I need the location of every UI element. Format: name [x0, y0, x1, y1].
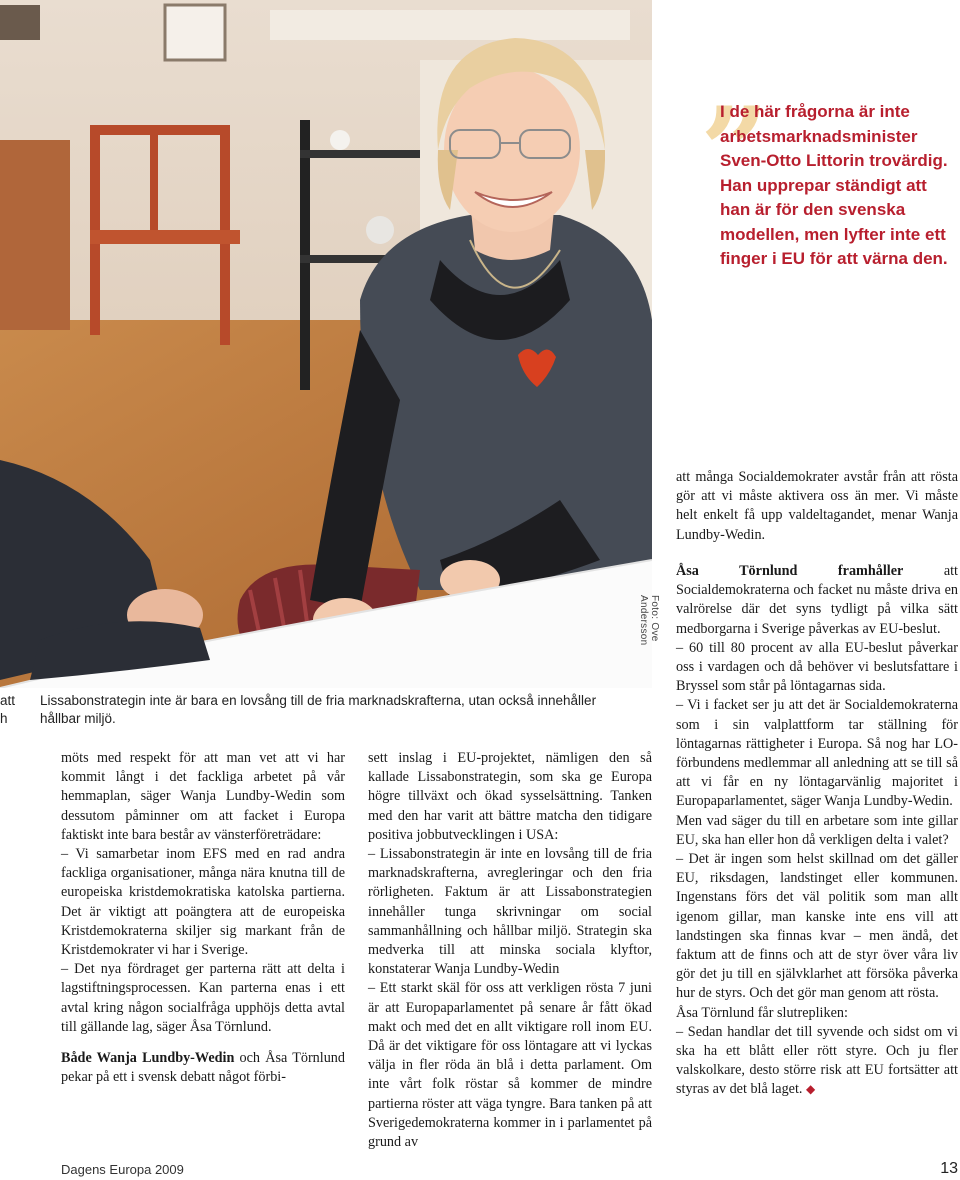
photo-caption: Lissabonstrategin inte är bara en lovsång till de fria marknadskrafterna, utan också innehåller hållbar miljö. [40, 693, 597, 726]
paragraph: Åsa Törnlund får slutrepliken: [676, 1004, 848, 1021]
paragraph: – Vi samarbetar inom EFS med en rad andra fackliga organisationer, många nära knutna till de europeiska kristdemokratiska katolska partierna. Det är viktigt att poängtera att de europeiska Kristdemokraterna skiljer sig markant från de Kristdemokrater vi har i Sverige. [61, 846, 345, 959]
paragraph: att många Socialdemokrater avstår från att rösta gör att vi måste aktivera oss än mer. Vi måste helt enkelt få upp valdeltagandet, menar Wanja Lundby-Wedin. [676, 469, 958, 543]
section-lead-rest: att Socialdemokraterna och facket nu måste driva en valrörelse där det syns tydligt på vilka sätt medborgarna i Sverige påverkas av EU-beslut. [676, 563, 958, 637]
column-left [61, 749, 345, 1087]
paragraph: – Det nya fördraget ger parterna rätt att delta i lagstiftningsprocessen. Kan parterna enas i ett avtal kring någon socialfråga upphöjs detta avtal till gällande lag, säger Åsa Törnlund. [61, 961, 345, 1035]
article-photo [0, 0, 652, 688]
caption-edge-line-2: h [0, 711, 8, 726]
portrait-illustration [0, 0, 652, 688]
final-paragraph-text: – Sedan handlar det till syvende och sidst om vi ska ha ett blått eller rött styre. Och ju fler valskolkare, desto större risk att EU fortsätter att styras av det blå laget. [676, 1023, 958, 1098]
pull-quote [700, 81, 950, 272]
section-lead-rest: och Åsa Törnlund pekar på ett i svensk debatt något förbi- [61, 1050, 345, 1086]
section-lead-paragraph [676, 562, 958, 639]
paragraph: – 60 till 80 procent av alla EU-beslut påverkar oss i vardagen och då behöver vi beslutsfattare i Bryssel som står på löntagarnas sida. [676, 639, 958, 695]
paragraph: sett inslag i EU-projektet, nämligen den så kallade Lissabonstrategin, som ska ge Europa högre tillväxt och ökad sysselsättning. Tanken med den har varit att bättre matcha den tidigare positiva jobbutvecklingen i USA: [368, 750, 652, 843]
caption-edge-fragment [0, 692, 15, 728]
final-paragraph [676, 1023, 958, 1100]
paragraph: – Ett starkt skäl för oss att verkligen rösta 7 juni är att Europaparlamentet på senare år fått ökad makt och med det en allt viktigare roll inom EU. Då är det viktigare för oss löntagare att vi lyckas välja in fler röda än blå i detta parlament. Om inte vårt folk röstar så kommer de mindre partierna röster att väga tyngre. Bara tanken på att Sverigedemokraterna kommer in i parlamentet på grund av [368, 980, 653, 1151]
page-number: 13 [940, 1160, 958, 1177]
end-mark-icon: ◆ [806, 1082, 816, 1097]
paragraph: – Lissabonstrategin är inte en lovsång till de fria marknadskrafterna, avregleringar och den fria rörligheten. Faktum är att Lissabonstrategien innehåller tunga skrivningar om social sammanhållning och hållbar miljö. Strategin ska medverka till att minska sociala klyftor, konstaterar Wanja Lundby-Wedin [368, 846, 652, 978]
paragraph: Men vad säger du till en arbetare som inte gillar EU, ska han eller hon då verkligen delta i valet? [676, 812, 958, 848]
paragraph-gap [61, 1037, 345, 1049]
section-lead: Både Wanja Lundby-Wedin [61, 1050, 235, 1067]
paragraph: – Det är ingen som helst skillnad om det gäller EU, riksdagen, landstinget eller kommunen. Ingenstans förs det väl politik som man allt igenom gillar, man kanske inte ens vill att landstingen ska finnas kvar – men ändå, det faktum att de finns och att de styr över våra liv gör det ju till en självklarhet att försöka påverka hur de styrs. Och det gör man genom att rösta. [676, 851, 958, 1002]
caption-edge-line-1: att [0, 693, 16, 708]
paragraph: möts med respekt för att man vet att vi har kommit långt i det fackliga arbetet på vår hemmaplan, säger Wanja Lundby-Wedin som dessutom påminner om att facket i Europa faktiskt inte bara består av vänsterföreträdare: [61, 750, 345, 843]
column-top-right [676, 468, 958, 545]
pull-quote-text: I de här frågorna är inte arbetsmarknadsminister Sven-Otto Littorin trovärdig. Han upprepar ständigt att han är för den svenska modellen, men lyfter inte ett finger i EU för att värna den. [720, 102, 948, 268]
section-lead-paragraph [61, 1049, 345, 1087]
photo-credit: Foto: Ove Andersson [638, 595, 660, 646]
section-lead: Åsa Törnlund framhåller [676, 563, 904, 579]
publication-footer: Dagens Europa 2009 [61, 1162, 184, 1177]
column-right [676, 562, 958, 1100]
paragraph: – Vi i facket ser ju att det är Socialdemokraterna som i sin valplattform tar ställning för löntagarnas rättigheter i Europa. Så nog har LO-förbundens medlemmar all anledning att se till så att vi får en ny löntagarvänlig majoritet i Europaparlamentet, säger Wanja Lundby-Wedin. [676, 697, 958, 810]
quote-mark-icon: ” [700, 81, 770, 222]
column-middle [368, 749, 652, 1152]
